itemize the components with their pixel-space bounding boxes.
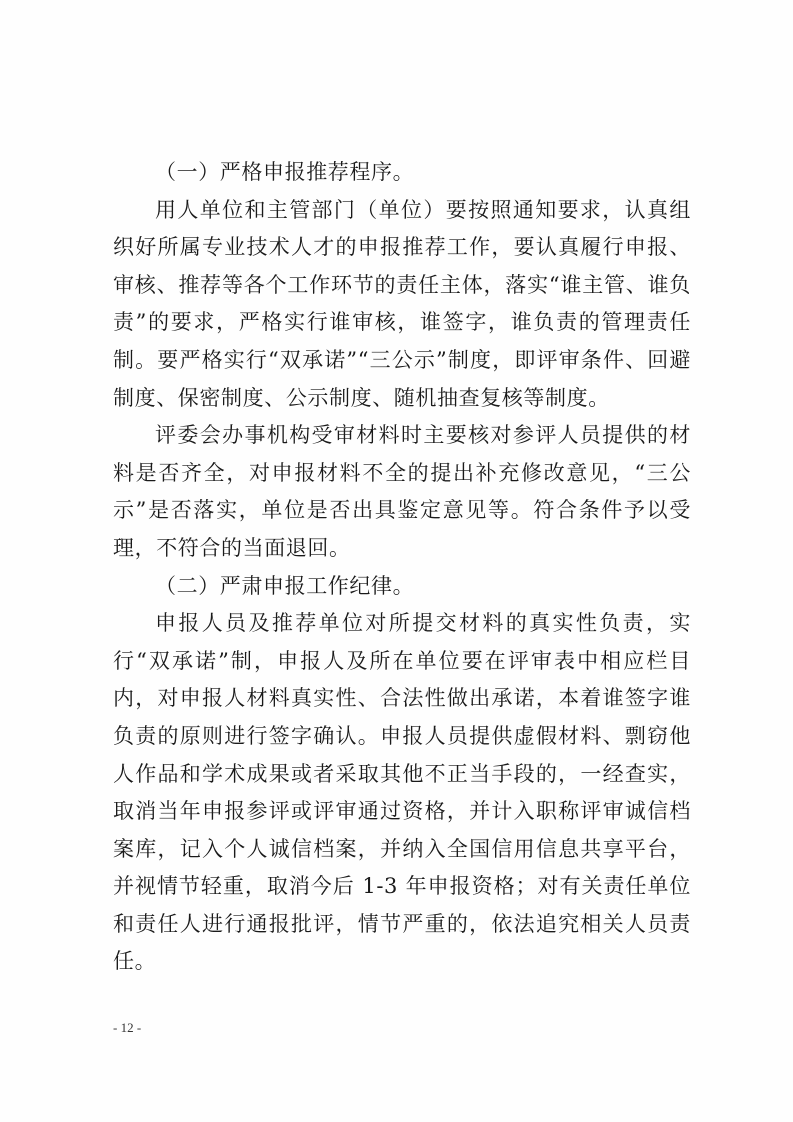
paragraph-2: 评委会办事机构受审材料时主要核对参评人员提供的材料是否齐全，对申报材料不全的提出补充修改意见，“三公示”是否落实，单位是否出具鉴定意见等。符合条件予以受理，不符合的当面退回。 — [113, 423, 691, 560]
document-body — [113, 154, 691, 981]
paragraph-3: 申报人员及推荐单位对所提交材料的真实性负责，实行“双承诺”制，申报人及所在单位要在评审表中相应栏目内，对申报人材料真实性、合法性做出承诺，本着谁签字谁负责的原则进行签字确认。申报人员提供虚假材料、剽窃他人作品和学术成果或者采取其他不正当手段的，一经查实，取消当年申报参评或评审通过资格，并计入职称评审诚信档案库，记入个人诚信档案，并纳入全国信用信息共享平台，并视情节轻重，取消今后 1-3 年申报资格；对有关责任单位和责任人进行通报批评，情节严重的，依法追究相关人员责任。 — [113, 611, 691, 974]
section-heading-2: （二）严肃申报工作纪律。 — [155, 573, 415, 598]
paragraph-1: 用人单位和主管部门（单位）要按照通知要求，认真组织好所属专业技术人才的申报推荐工作，要认真履行申报、审核、推荐等各个工作环节的责任主体，落实“谁主管、谁负责”的要求，严格实行谁审核，谁签字，谁负责的管理责任制。要严格实行“双承诺”“三公示”制度，即评审条件、回避制度、保密制度、公示制度、随机抽查复核等制度。 — [113, 197, 691, 410]
page-number: - 12 - — [113, 1020, 142, 1035]
section-heading-1: （一）严格申报推荐程序。 — [155, 160, 415, 184]
